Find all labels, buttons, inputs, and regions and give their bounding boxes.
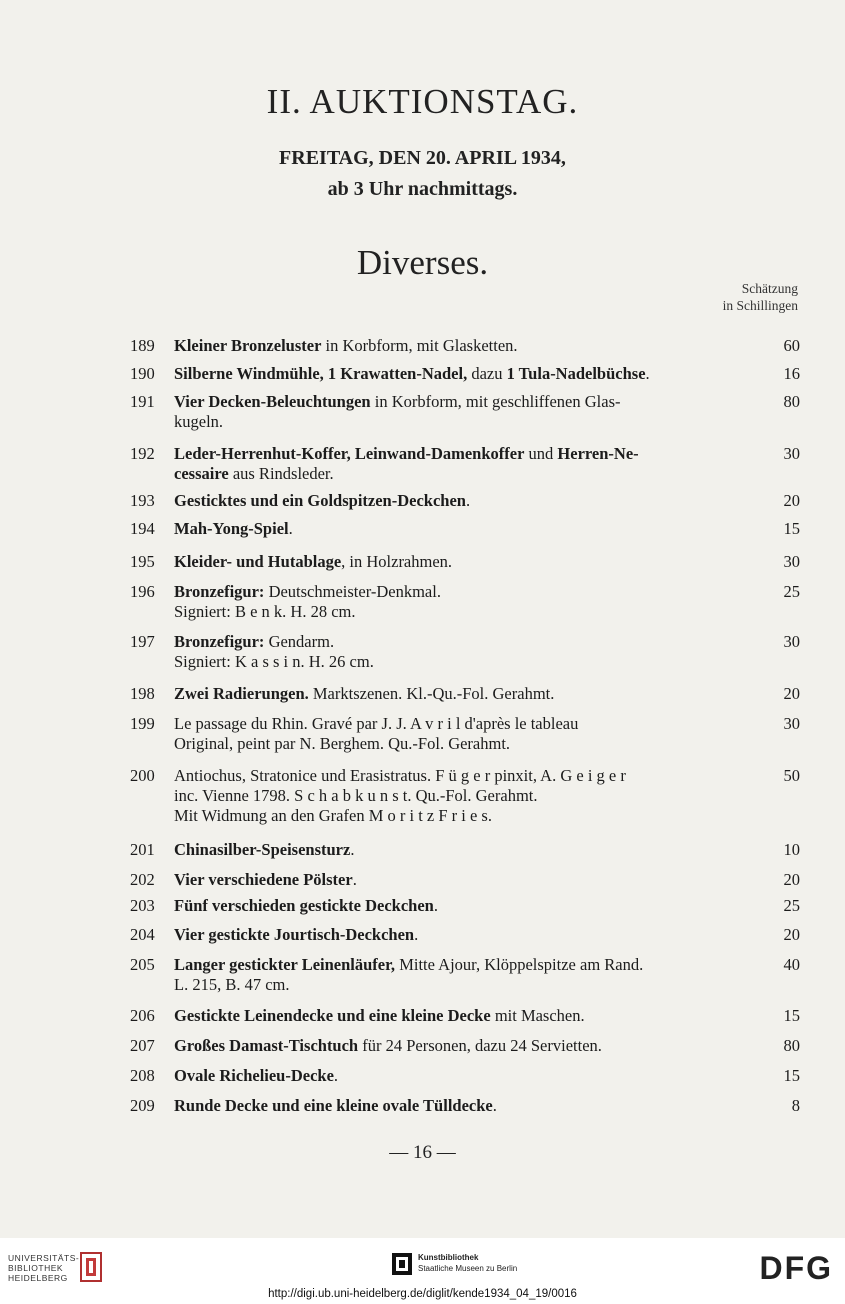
lot-number: 194 <box>130 519 155 538</box>
lot-estimate: 50 <box>783 766 800 785</box>
lot-estimate: 20 <box>783 925 800 944</box>
lot-estimate: 60 <box>783 336 800 355</box>
kb-line1: Kunstbibliothek <box>418 1253 479 1262</box>
lot-text: . <box>492 1096 497 1115</box>
lot-text: Le passage du Rhin. Gravé par J. J. A v r i l d'après le tableau Original, peint par N. Berghem. Qu.-Fol. Gerahmt. <box>174 714 579 753</box>
lot-text: aus Rindsleder. <box>228 464 334 483</box>
lot-description <box>174 1066 759 1086</box>
lot-text: . <box>352 870 357 889</box>
lot-title: Bronzefigur: <box>174 582 265 601</box>
dfg-logo: DFG <box>759 1250 833 1286</box>
lot-title: Leder-Herrenhut-Koffer, Leinwand-Damenkoffer <box>174 444 525 463</box>
lot-title: Herren-Ne- cessaire <box>174 444 639 483</box>
lot-text: Mitte Ajour, Klöppelspitze am Rand. L. 215, B. 47 cm. <box>174 955 644 994</box>
lot-title: Mah-Yong-Spiel <box>174 519 289 538</box>
permalink-url[interactable]: http://digi.ub.uni-heidelberg.de/diglit/kende1934_04_19/0016 <box>268 1288 577 1300</box>
lot-text: . <box>645 364 650 383</box>
university-library-label <box>8 1253 79 1283</box>
lot-estimate: 80 <box>783 1036 800 1055</box>
lot-description <box>174 444 759 484</box>
date-line: FREITAG, DEN 20. APRIL 1934, <box>279 147 566 169</box>
lot-text: . <box>350 840 355 859</box>
lot-description <box>174 519 759 539</box>
lot-title: Langer gestickter Leinenläufer, <box>174 955 396 974</box>
lot-estimate: 30 <box>783 444 800 463</box>
lot-title: Runde Decke und eine kleine ovale Tülldecke <box>174 1096 493 1115</box>
lot-text: mit Maschen. <box>490 1006 585 1025</box>
lot-title: Gesticktes und ein Goldspitzen-Deckchen <box>174 491 466 510</box>
lot-title: Ovale Richelieu-Decke <box>174 1066 334 1085</box>
lot-estimate: 10 <box>783 840 800 859</box>
university-line1: UNIVERSITÄTS- <box>8 1253 80 1263</box>
lot-estimate: 15 <box>783 1006 800 1025</box>
lot-title: Kleider- und Hutablage <box>174 552 342 571</box>
page-number: — 16 — <box>389 1142 456 1163</box>
lot-description <box>174 1036 759 1056</box>
lot-estimate: 20 <box>783 491 800 510</box>
lot-text: und <box>524 444 558 463</box>
lot-description <box>174 955 759 995</box>
lot-number: 205 <box>130 955 155 974</box>
lot-text: für 24 Personen, dazu 24 Servietten. <box>358 1036 602 1055</box>
lot-text: Gendarm. Signiert: K a s s i n. H. 26 cm. <box>174 632 374 671</box>
estimate-label-line2: in Schillingen <box>722 298 798 313</box>
estimate-column-header <box>723 280 798 314</box>
lot-description <box>174 1006 759 1026</box>
lot-description <box>174 582 759 622</box>
lot-description <box>174 632 759 672</box>
lot-title: Gestickte Leinendecke und eine kleine Decke <box>174 1006 491 1025</box>
kb-line2: Staatliche Museen zu Berlin <box>418 1264 518 1273</box>
lot-text: . <box>433 896 438 915</box>
lot-title: Großes Damast-Tischtuch <box>174 1036 359 1055</box>
lot-estimate: 40 <box>783 955 800 974</box>
lot-text: . <box>465 491 471 510</box>
lot-number: 206 <box>130 1006 155 1025</box>
lot-number: 192 <box>130 444 155 463</box>
lot-description <box>174 766 759 826</box>
time-line: ab 3 Uhr nachmittags. <box>327 178 518 200</box>
lot-number: 207 <box>130 1036 155 1055</box>
lot-title: Vier Decken-Beleuchtungen <box>174 392 371 411</box>
lot-number: 195 <box>130 552 155 571</box>
lot-number: 190 <box>130 364 155 383</box>
kunstbibliothek-label <box>418 1252 517 1274</box>
lot-description <box>174 392 759 432</box>
lot-estimate: 16 <box>783 364 800 383</box>
lot-description <box>174 491 759 511</box>
lot-estimate: 15 <box>783 519 800 538</box>
university-line3: HEIDELBERG <box>8 1273 68 1283</box>
lot-description <box>174 1096 759 1116</box>
lot-text: . <box>288 519 293 538</box>
section-title: Diverses. <box>356 243 489 282</box>
lot-description <box>174 925 759 945</box>
lot-number: 200 <box>130 766 155 785</box>
lot-title: Fünf verschieden gestickte Deckchen <box>174 896 434 915</box>
lot-title: Vier gestickte Jourtisch-Deckchen <box>174 925 415 944</box>
lot-text: . <box>333 1066 339 1085</box>
lot-number: 189 <box>130 336 155 355</box>
lot-estimate: 8 <box>791 1096 800 1115</box>
lot-estimate: 25 <box>783 582 800 601</box>
lot-text: in Korbform, mit Glasketten. <box>321 336 518 355</box>
lot-number: 191 <box>130 392 155 411</box>
lot-text: Marktszenen. Kl.-Qu.-Fol. Gerahmt. <box>308 684 555 703</box>
university-line2: BIBLIOTHEK <box>8 1263 64 1273</box>
lot-text: dazu <box>467 364 507 383</box>
lot-description <box>174 896 759 916</box>
lot-title: Zwei Radierungen. <box>174 684 309 703</box>
page-title: II. AUKTIONSTAG. <box>266 82 579 121</box>
university-logo-icon <box>80 1252 102 1282</box>
lot-text: , in Holzrahmen. <box>341 552 453 571</box>
lot-title: Silberne Windmühle, 1 Krawatten-Nadel, <box>174 364 468 383</box>
lot-number: 208 <box>130 1066 155 1085</box>
lot-description <box>174 870 759 890</box>
lot-text: Deutschmeister-Denkmal. Signiert: B e n k. H. 28 cm. <box>174 582 441 621</box>
lot-number: 197 <box>130 632 155 651</box>
lot-estimate: 25 <box>783 896 800 915</box>
lot-description <box>174 714 759 754</box>
kunstbibliothek-logo-icon <box>392 1253 412 1275</box>
lot-text: Antiochus, Stratonice und Erasistratus. F ü g e r pinxit, A. G e i g e r inc. Vienne 1798. S c h a b k u n s t. Qu.-Fol. Gerahmt. Mit Widmung an den Grafen M o r i t z F r i e s. <box>174 766 626 825</box>
lot-estimate: 30 <box>783 714 800 733</box>
lot-description <box>174 684 759 704</box>
footer-bar <box>0 1238 845 1304</box>
lot-number: 209 <box>130 1096 155 1115</box>
lot-number: 193 <box>130 491 155 510</box>
lot-estimate: 80 <box>783 392 800 411</box>
lot-title: Bronzefigur: <box>174 632 265 651</box>
lot-number: 203 <box>130 896 155 915</box>
lot-title: Vier verschiedene Pölster <box>174 870 353 889</box>
lot-title: 1 Tula-Nadelbüchse <box>506 364 646 383</box>
lot-number: 199 <box>130 714 155 733</box>
lot-text: . <box>414 925 419 944</box>
lot-title: Kleiner Bronzeluster <box>174 336 322 355</box>
lot-estimate: 30 <box>783 552 800 571</box>
lot-estimate: 20 <box>783 684 800 703</box>
lot-text: in Korbform, mit geschliffenen Glas- kugeln. <box>174 392 621 431</box>
lot-number: 198 <box>130 684 155 703</box>
lot-number: 202 <box>130 870 155 889</box>
estimate-label-line1: Schätzung <box>741 281 798 296</box>
lot-title: Chinasilber-Speisensturz <box>174 840 351 859</box>
lot-description <box>174 364 759 384</box>
lot-description <box>174 840 759 860</box>
lot-description <box>174 552 759 572</box>
lot-estimate: 15 <box>783 1066 800 1085</box>
lot-estimate: 20 <box>783 870 800 889</box>
lot-estimate: 30 <box>783 632 800 651</box>
lot-description <box>174 336 759 356</box>
lot-number: 204 <box>130 925 155 944</box>
lot-number: 201 <box>130 840 155 859</box>
lot-number: 196 <box>130 582 155 601</box>
